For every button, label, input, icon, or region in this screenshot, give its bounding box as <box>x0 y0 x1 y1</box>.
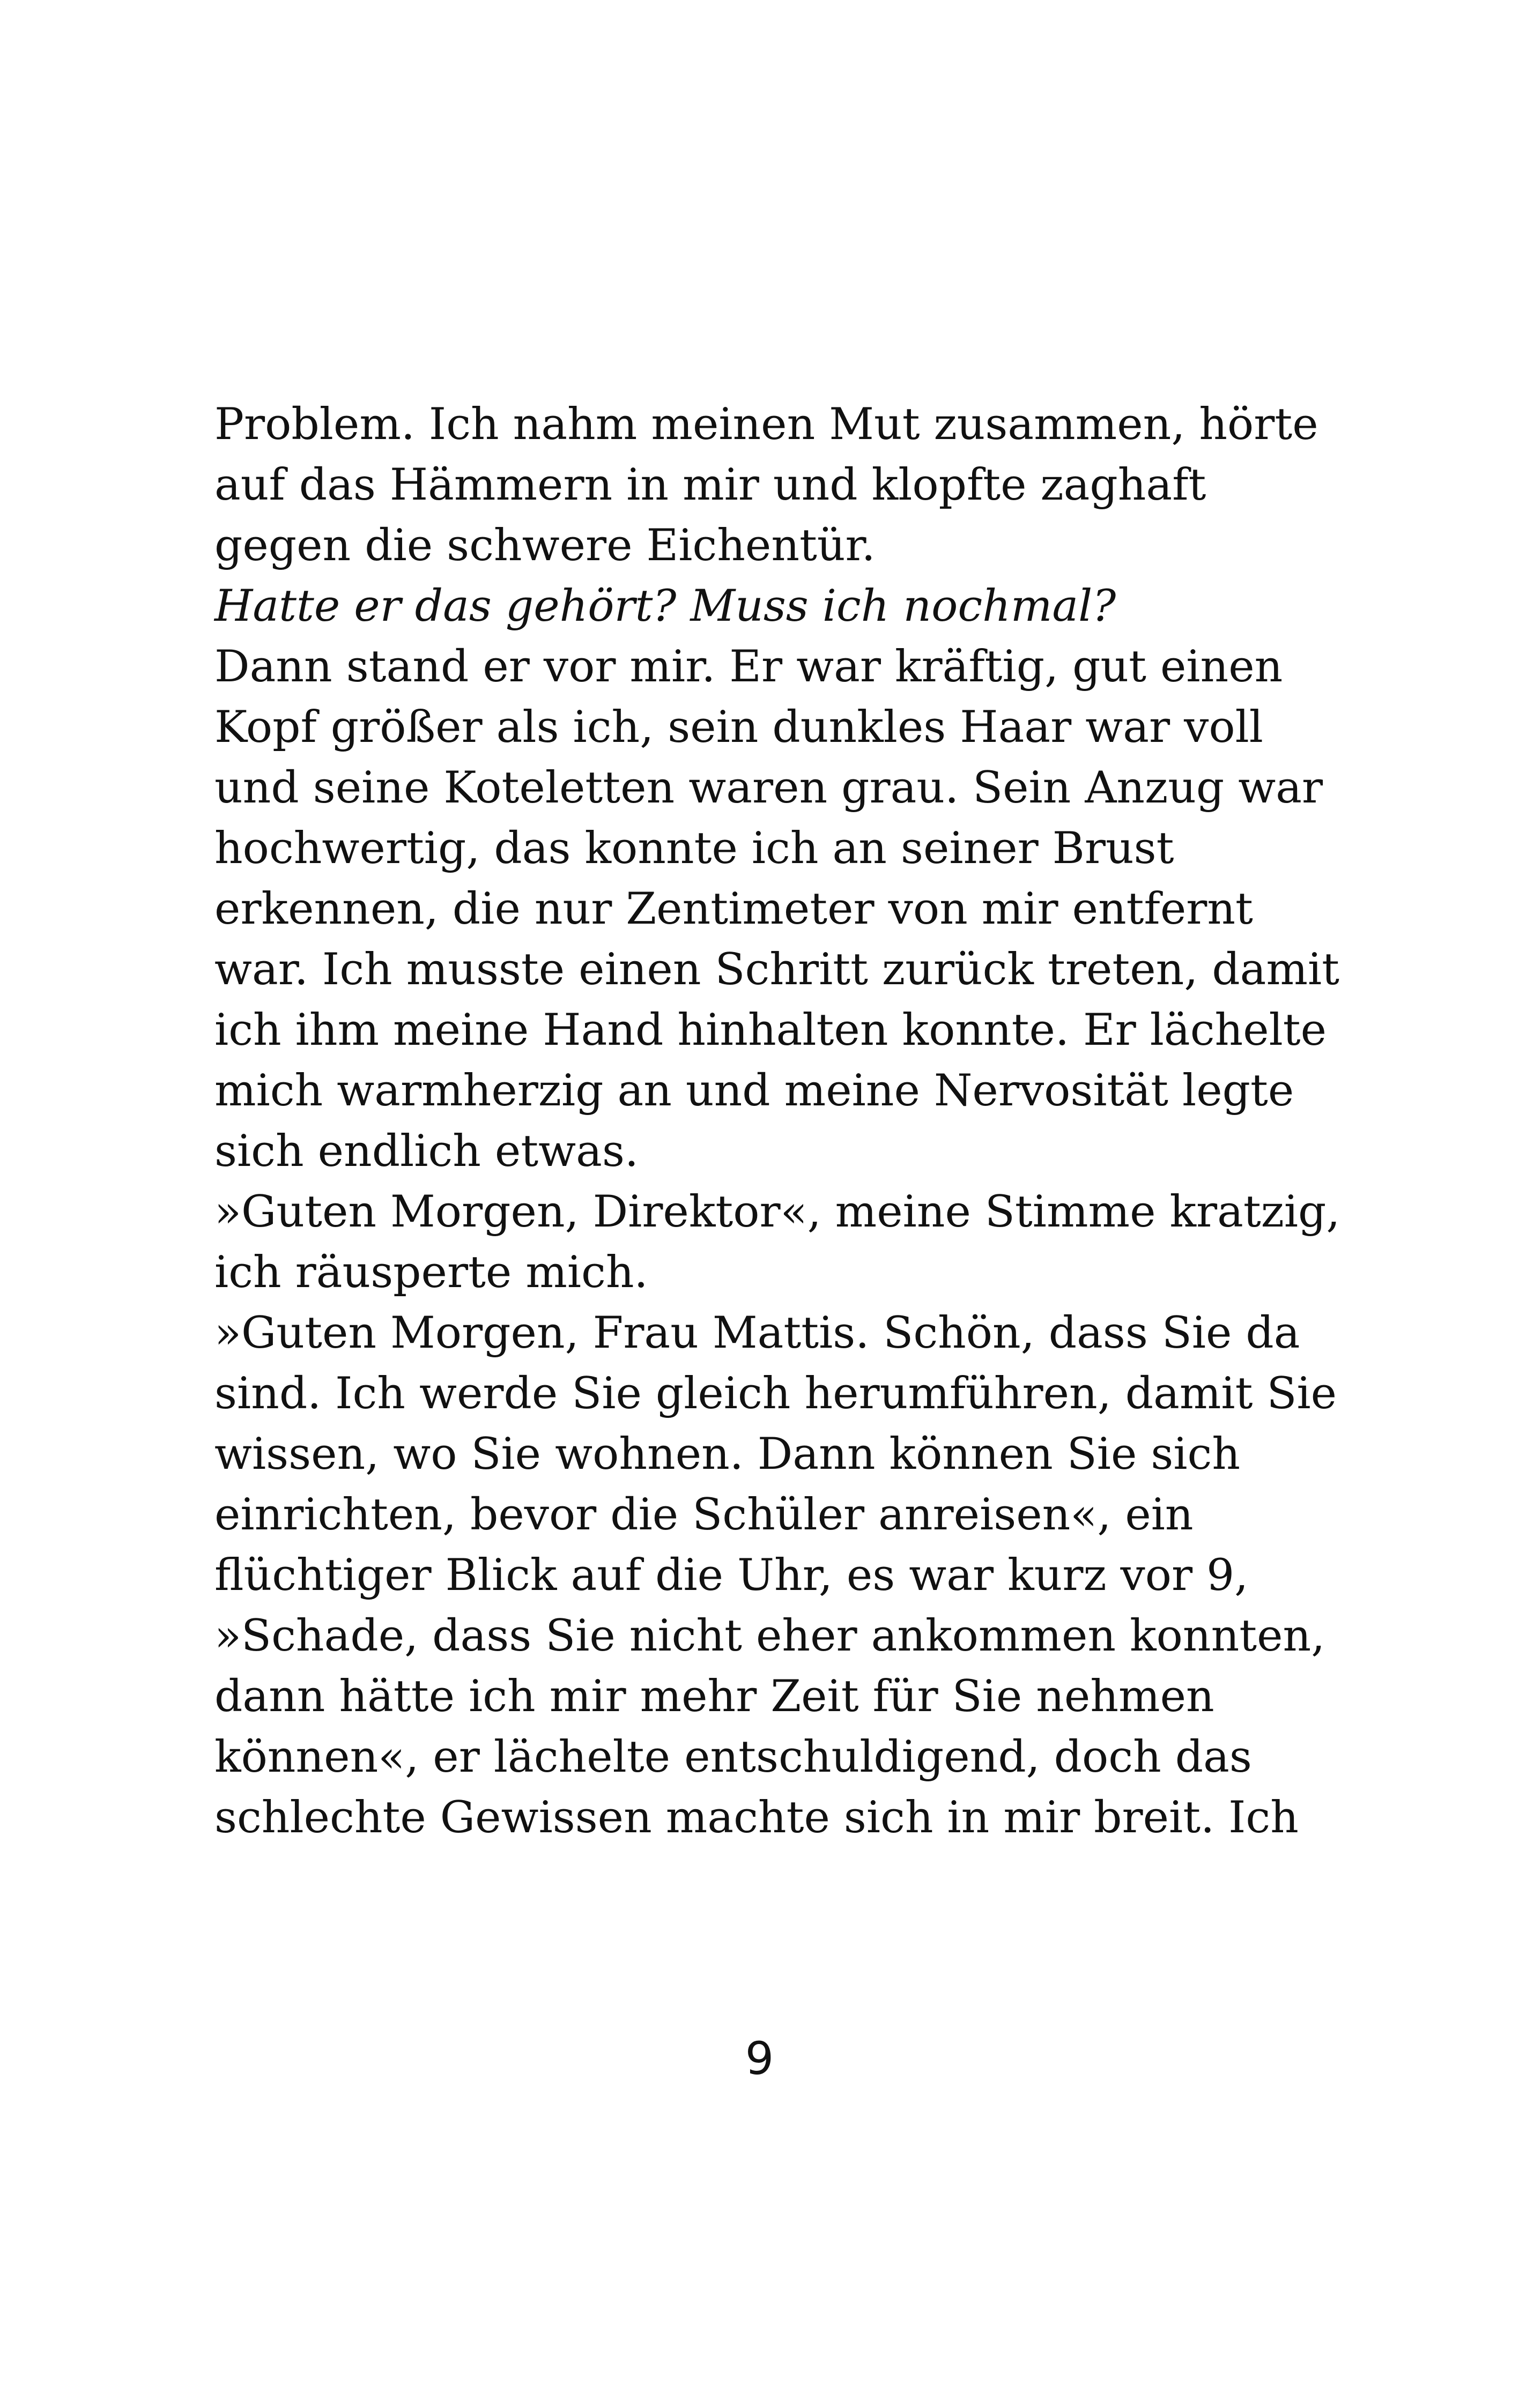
text-line: mich warmherzig an und meine Nervosität legte <box>214 1065 1294 1116</box>
text-line: ich ihm meine Hand hinhalten konnte. Er lächelte <box>214 1005 1327 1056</box>
text-line: Problem. Ich nahm meinen Mut zusammen, hörte <box>214 399 1318 450</box>
text-line: Hatte er das gehört? Muss ich nochmal? <box>214 581 1116 631</box>
text-line: sich endlich etwas. <box>214 1126 639 1177</box>
text-line: »Schade, dass Sie nicht eher ankommen konnten, <box>214 1610 1325 1661</box>
text-line: »Guten Morgen, Frau Mattis. Schön, dass Sie da <box>214 1307 1300 1358</box>
text-line: erkennen, die nur Zentimeter von mir entfernt <box>214 883 1253 934</box>
text-line: gegen die schwere Eichentür. <box>214 520 876 571</box>
text-line: und seine Koteletten waren grau. Sein Anzug war <box>214 762 1323 813</box>
text-line: dann hätte ich mir mehr Zeit für Sie nehmen <box>214 1671 1214 1722</box>
text-line: hochwertig, das konnte ich an seiner Brust <box>214 823 1174 874</box>
text-line: ich räusperte mich. <box>214 1247 648 1298</box>
page-number: 9 <box>745 2032 774 2085</box>
text-line: wissen, wo Sie wohnen. Dann können Sie sich <box>214 1429 1241 1480</box>
text-line: war. Ich musste einen Schritt zurück treten, damit <box>214 944 1340 995</box>
text-line: können«, er lächelte entschuldigend, doch das <box>214 1731 1252 1782</box>
text-line: auf das Hämmern in mir und klopfte zaghaft <box>214 459 1206 510</box>
text-line: »Guten Morgen, Direktor«, meine Stimme kratzig, <box>214 1186 1340 1237</box>
text-line: einrichten, bevor die Schüler anreisen«, ein <box>214 1489 1194 1540</box>
body-text <box>214 394 1340 1848</box>
text-line: Kopf größer als ich, sein dunkles Haar war voll <box>214 702 1263 753</box>
text-line: sind. Ich werde Sie gleich herumführen, damit Sie <box>214 1368 1337 1419</box>
text-line: flüchtiger Blick auf die Uhr, es war kurz vor 9, <box>214 1550 1249 1601</box>
text-line: schlechte Gewissen machte sich in mir breit. Ich <box>214 1792 1299 1843</box>
text-line: Dann stand er vor mir. Er war kräftig, gut einen <box>214 641 1283 692</box>
